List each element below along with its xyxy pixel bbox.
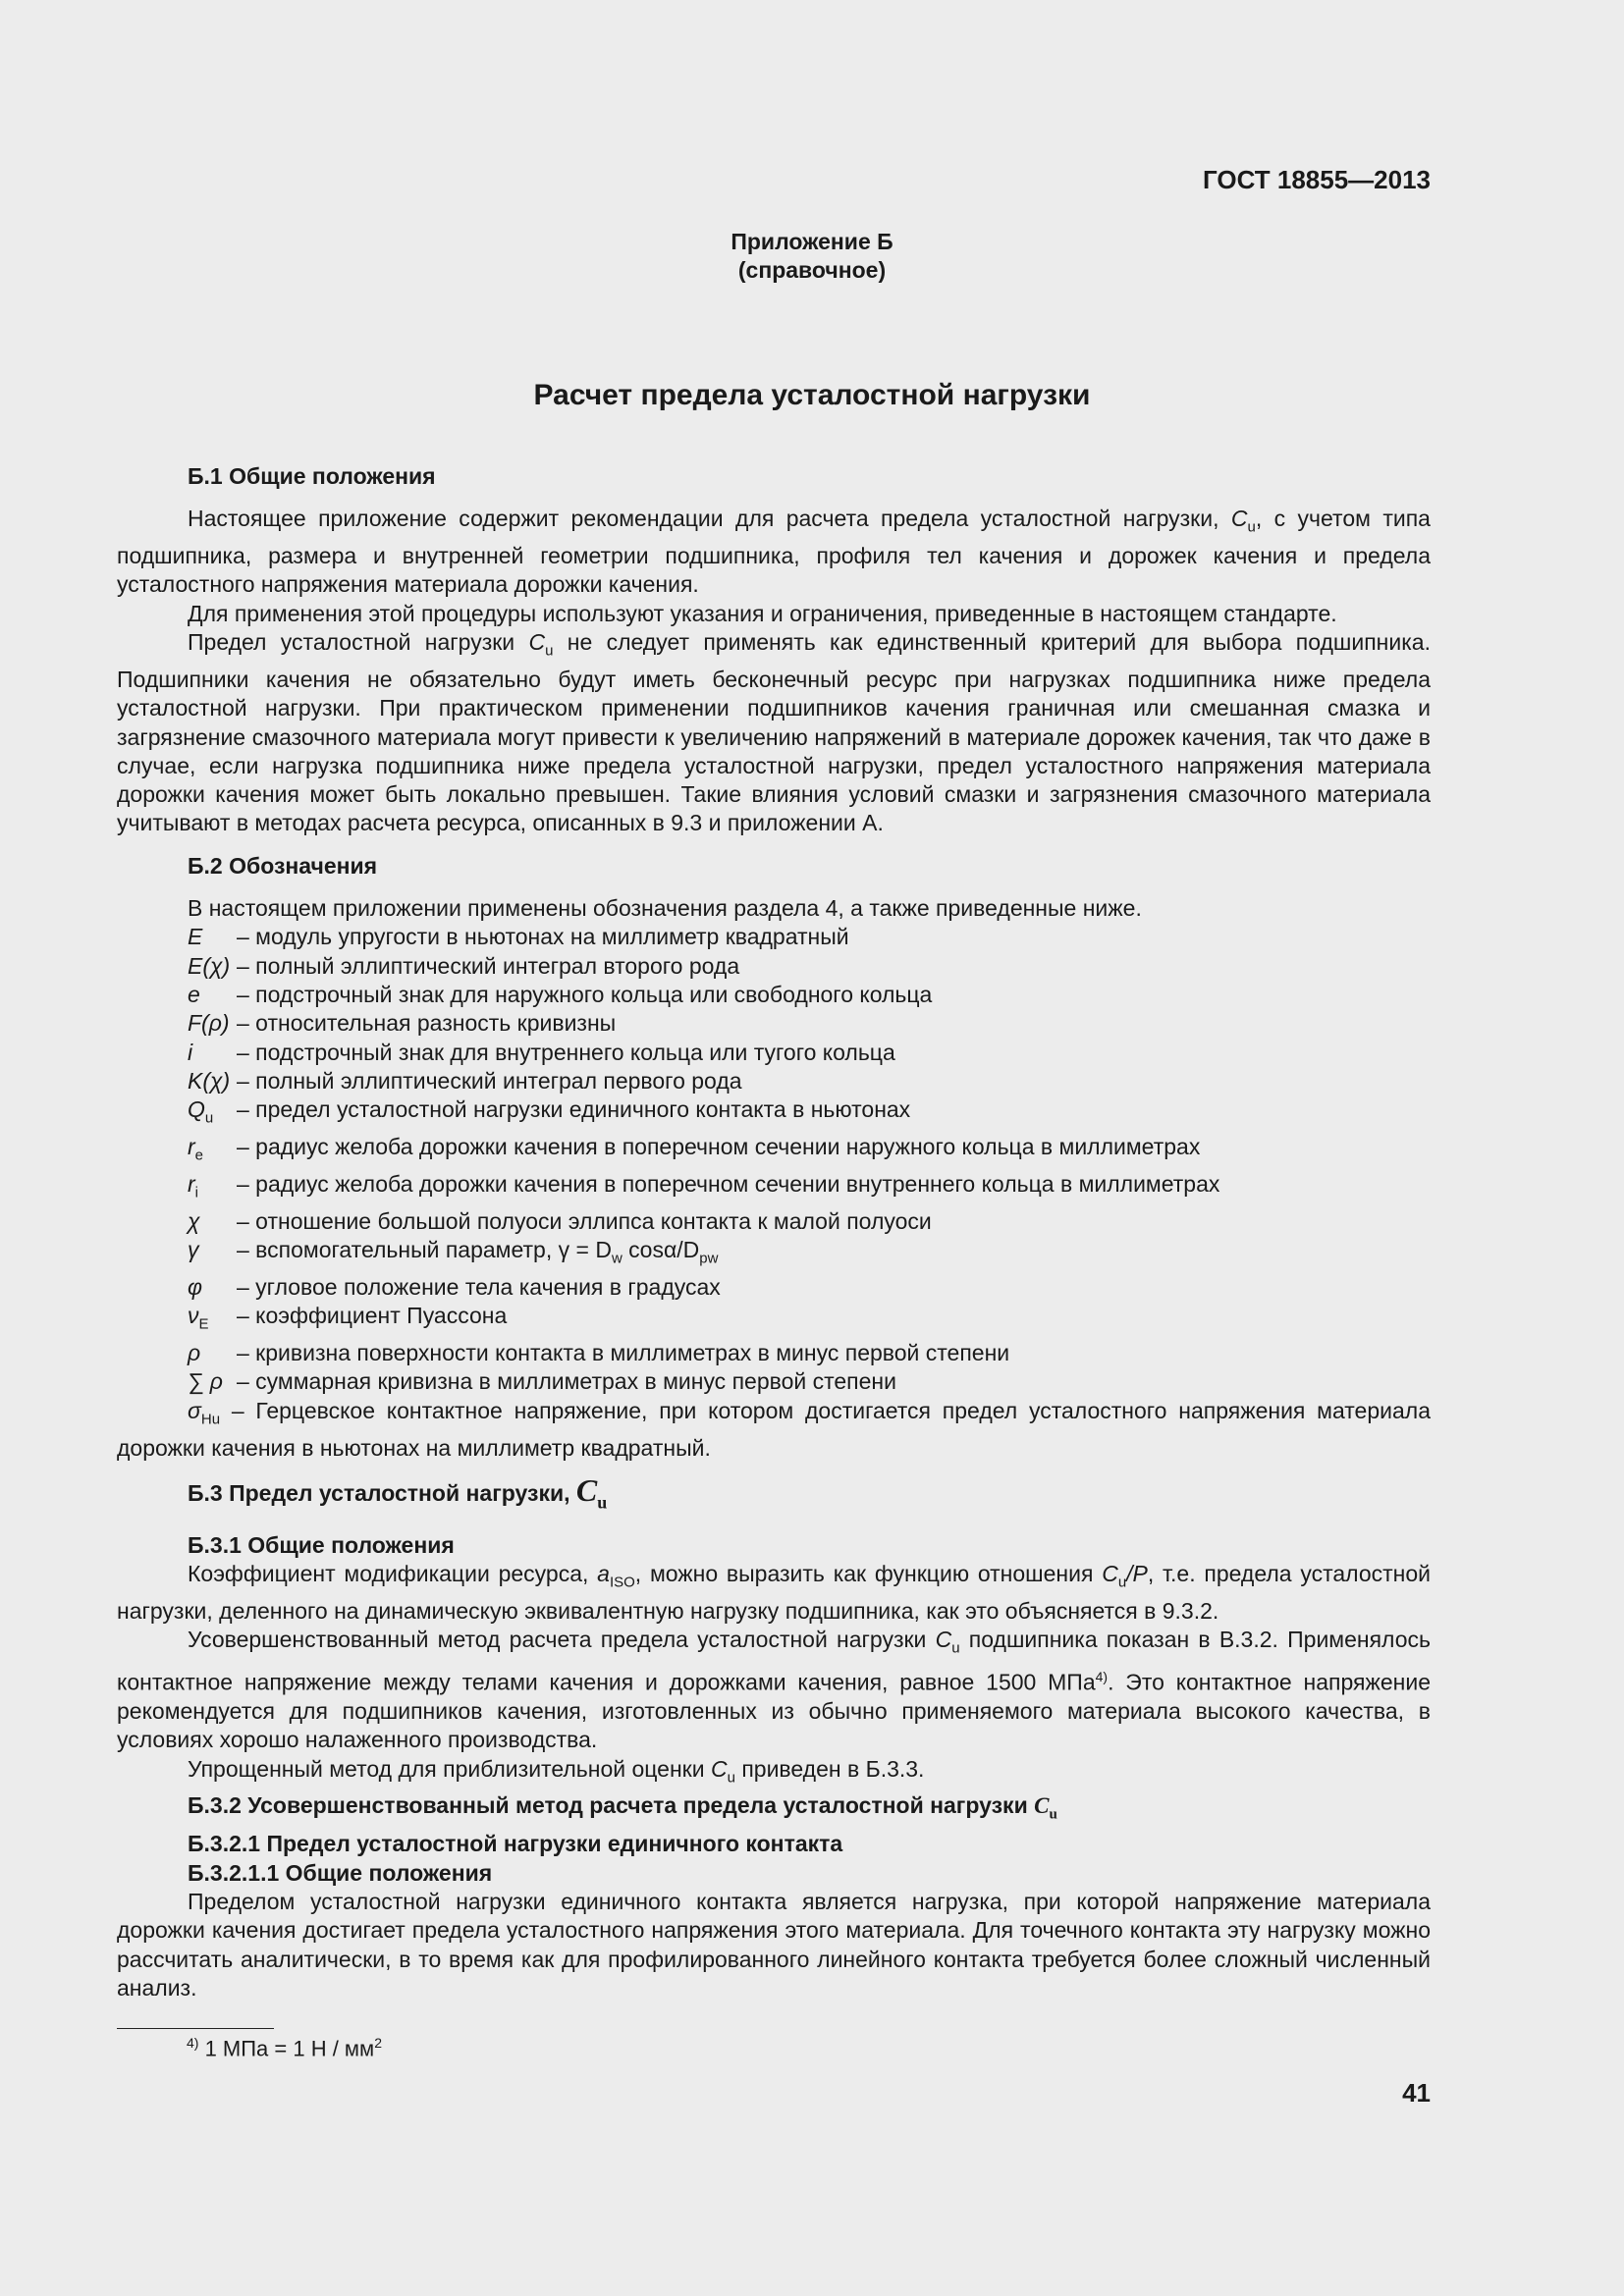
definition-symbol: Q: [188, 1096, 205, 1123]
definitions-list: [117, 923, 1431, 1396]
paragraph: Коэффициент модификации ресурса, $a_{ISO}$, можно выразить как функцию отношения $C_u/P$, т.е. предела усталостной нагрузки, деленного на динамическую эквивалентную нагрузку подшипника, как это объясняется в 9.3.2.: [117, 1560, 1431, 1624]
definition-symbol: r: [188, 1170, 195, 1197]
definition-text: – полный эллиптический интеграл первого рода: [237, 1067, 742, 1094]
definition-text: – угловое положение тела качения в градусах: [237, 1273, 721, 1300]
paragraph: Для применения этой процедуры используют указания и ограничения, приведенные в настоящем стандарте.: [188, 600, 1337, 626]
definition-text: – модуль упругости в ньютонах на миллиметр квадратный: [237, 924, 849, 950]
definition-text: – коэффициент Пуассона: [237, 1303, 508, 1329]
section-heading-b3: Б.3 Предел усталостной нагрузки, $C_u$: [188, 1471, 608, 1513]
definition-item: [188, 1236, 1431, 1273]
definition-text: – вспомогательный параметр, $\gamma = D_w$ cosα/$D_{pw}$: [237, 1237, 719, 1267]
definition-item: [188, 923, 1431, 951]
definition-text: – кривизна поверхности контакта в миллиметрах в минус первой степени: [237, 1340, 1010, 1366]
section-heading-b1: Б.1 Общие положения: [188, 463, 436, 489]
definition-symbol: e: [188, 981, 200, 1007]
definition-symbol: r: [188, 1134, 195, 1160]
footnote-separator: [117, 2028, 274, 2029]
annex-heading: [0, 228, 1624, 285]
annex-type: (справочное): [737, 257, 887, 283]
section-heading-b31: Б.3.1 Общие положения: [188, 1531, 455, 1558]
definition-symbol: i: [188, 1039, 193, 1065]
definition-item: $r_e$ – радиус желоба дорожки качения в поперечном сечении наружного кольца в миллиметрах: [188, 1133, 1431, 1170]
definition-item: [188, 952, 1431, 981]
definition-item: $\nu_E$ – коэффициент Пуассона: [188, 1302, 1431, 1339]
definition-item: [188, 1009, 1431, 1038]
definition-text: – радиус желоба дорожки качения в поперечном сечении внутреннего кольца в миллиметрах: [237, 1170, 1220, 1197]
definition-symbol: χ: [188, 1207, 200, 1234]
definition-item: [188, 1273, 1431, 1302]
definition-text: – суммарная кривизна в миллиметрах в минус первой степени: [237, 1368, 896, 1395]
definition-item: [188, 1339, 1431, 1367]
paragraph: Предел усталостной нагрузки $C_u$ не следует применять как единственный критерий для выбора подшипника. Подшипники качения не обязательно будут иметь бесконечный ресурс при нагрузках подшипника ниже предела усталостной нагрузки. При практическом применении подшипников качения граничная или смешанная смазка и загрязнение смазочного материала могут привести к увеличению напряжений в материале дорожек качения, так что даже в случае, если нагрузка подшипника ниже предела усталостной нагрузки, предел усталостного напряжения материала дорожки качения может быть локально превышен. Такие влияния условий смазки и загрязнения смазочного материала учитывают в методах расчета ресурса, описанных в 9.3 и приложении А.: [117, 629, 1431, 836]
document-body: [117, 449, 1431, 2002]
section-heading-b2: Б.2 Обозначения: [188, 852, 378, 879]
definition-symbol: ∑ ρ: [188, 1368, 223, 1395]
footnote-reference[interactable]: 4): [1095, 1669, 1109, 1685]
paragraph: Настоящее приложение содержит рекомендации для расчета предела усталостной нагрузки, $C_u$, с учетом типа подшипника, размера и внутренней геометрии подшипника, профиля тел качения и дорожек качения и предела усталостного напряжения материала дорожки качения.: [117, 506, 1431, 598]
definition-symbol: E: [188, 924, 203, 950]
definition-symbol: E(χ): [188, 952, 231, 979]
definition-text: – радиус желоба дорожки качения в поперечном сечении наружного кольца в миллиметрах: [237, 1134, 1201, 1160]
footnote: $^{4)}$ 1 МПа = 1 Н / $мм^2$: [187, 2035, 382, 2061]
page-number: 41: [1402, 2078, 1431, 2108]
definition-item: $r_i$ – радиус желоба дорожки качения в поперечном сечении внутреннего кольца в миллиметрах: [188, 1170, 1431, 1207]
definition-item: $\sigma_{Hu}$ – Герцевское контактное напряжение, при котором достигается предел усталостного напряжения материала дорожки качения в ньютонах на миллиметр квадратный.: [117, 1397, 1431, 1461]
definition-symbol: K(χ): [188, 1067, 231, 1094]
definition-symbol: φ: [188, 1273, 203, 1300]
paragraph: В настоящем приложении применены обозначения раздела 4, а также приведенные ниже.: [188, 895, 1142, 922]
definition-symbol: γ: [188, 1237, 199, 1263]
page-title: Расчет предела усталостной нагрузки: [533, 379, 1091, 411]
definition-text: – отношение большой полуоси эллипса контакта к малой полуоси: [237, 1207, 932, 1234]
paragraph: Упрощенный метод для приблизительной оценки $C_u$ приведен в Б.3.3.: [188, 1755, 925, 1787]
definition-item: [188, 1039, 1431, 1067]
definition-symbol: F(ρ): [188, 1010, 230, 1037]
definition-text: – подстрочный знак для внутреннего кольца или тугого кольца: [237, 1039, 895, 1065]
definition-text: – полный эллиптический интеграл второго рода: [237, 952, 740, 979]
standard-number: ГОСТ 18855—2013: [1203, 165, 1431, 194]
definition-symbol: ρ: [188, 1340, 201, 1366]
definition-item: [188, 1207, 1431, 1236]
section-heading-b321: Б.3.2.1 Предел усталостной нагрузки единичного контакта: [188, 1831, 843, 1857]
definition-item: [188, 1067, 1431, 1095]
section-heading-b3211: Б.3.2.1.1 Общие положения: [188, 1859, 493, 1886]
definition-symbol: ν: [188, 1303, 199, 1329]
definition-item: [188, 981, 1431, 1009]
definition-text: – подстрочный знак для наружного кольца или свободного кольца: [237, 981, 933, 1007]
annex-title: Приложение Б: [731, 229, 893, 254]
paragraph: Усовершенствованный метод расчета предела усталостной нагрузки $C_u$ подшипника показан в В.3.2. Применялось контактное напряжение между телами качения и дорожками качения, равное 1500 МПа$^{4)}$. Это контактное напряжение рекомендуется для подшипников качения, изготовленных из обычно применяемого материала высокого качества, в условиях хорошо налаженного производства.: [117, 1627, 1432, 1753]
paragraph: Пределом усталостной нагрузки единичного контакта является нагрузка, при которой напряжение материала дорожки качения достигает предела усталостного напряжения этого материала. Для точечного контакта эту нагрузку можно рассчитать аналитически, в то время как для профилированного линейного контакта требуется более сложный численный анализ.: [117, 1888, 1431, 2001]
definition-text: – предел усталостной нагрузки единичного контакта в ньютонах: [237, 1096, 911, 1123]
section-heading-b32: Б.3.2 Усовершенствованный метод расчета предела усталостной нагрузки $C_u$: [188, 1792, 1057, 1824]
definition-item: [188, 1367, 1431, 1396]
definition-text: – относительная разность кривизны: [237, 1010, 617, 1037]
definition-item: $Q_u$ – предел усталостной нагрузки единичного контакта в ньютонах: [188, 1095, 1431, 1133]
